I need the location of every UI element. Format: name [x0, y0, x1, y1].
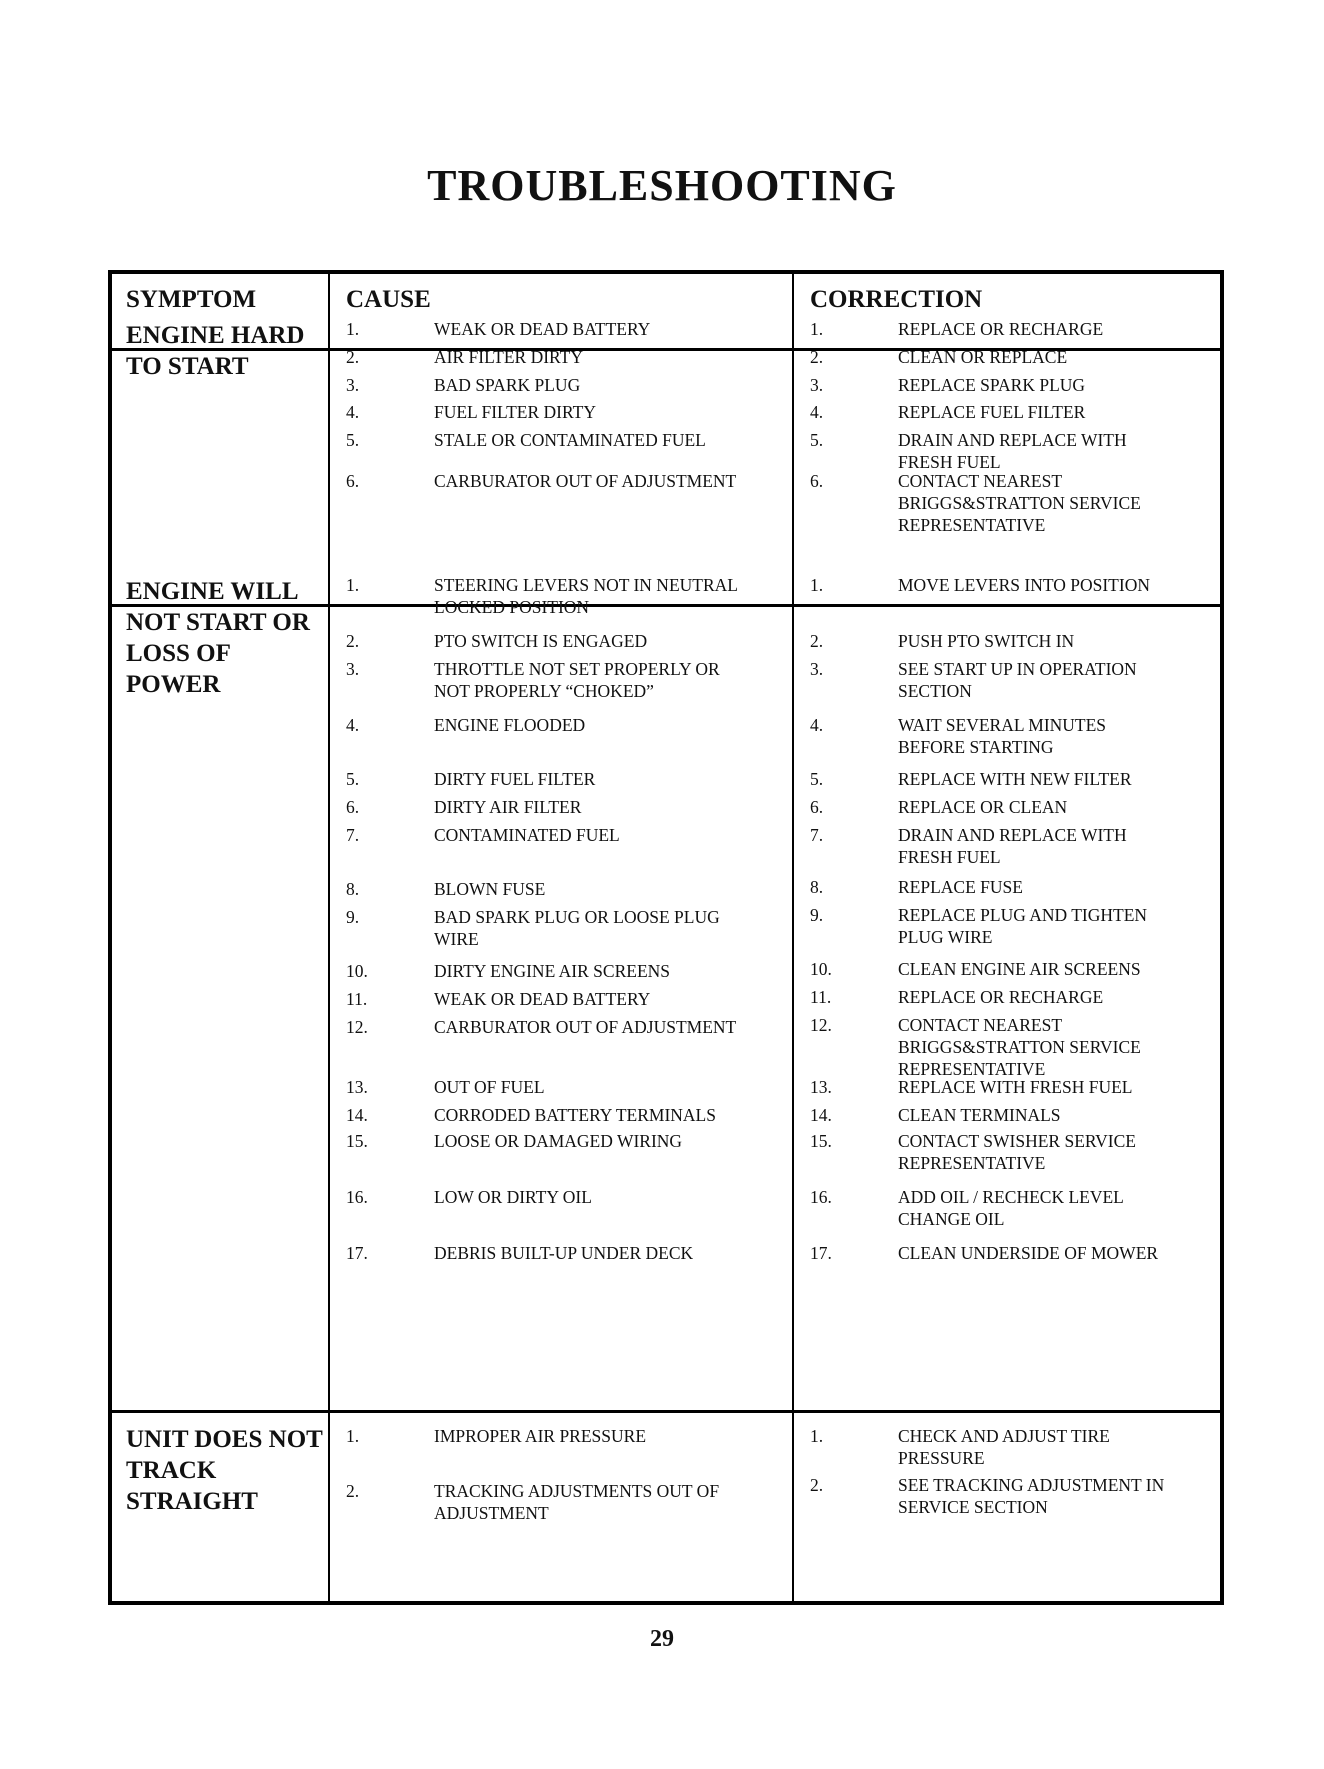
correction-number: 2. — [810, 1475, 824, 1495]
correction-text: REPRESENTATIVE — [898, 515, 1046, 535]
correction-text: DRAIN AND REPLACE WITH — [898, 430, 1127, 450]
cause-number: 6. — [346, 797, 360, 817]
correction-text: CHANGE OIL — [898, 1209, 1005, 1229]
cause-number: 17. — [346, 1243, 368, 1263]
correction-text: REPLACE WITH FRESH FUEL — [898, 1077, 1133, 1097]
cause-number: 3. — [346, 659, 360, 679]
troubleshooting-table — [108, 270, 1224, 1605]
cause-number: 4. — [346, 715, 360, 735]
correction-text: REPLACE PLUG AND TIGHTEN — [898, 905, 1148, 925]
cause-number: 13. — [346, 1077, 368, 1097]
cause-number: 1. — [346, 319, 360, 339]
cause-text: DIRTY AIR FILTER — [434, 797, 582, 817]
correction-number: 1. — [810, 1426, 824, 1446]
cause-number: 16. — [346, 1187, 368, 1207]
correction-number: 4. — [810, 715, 824, 735]
cause-number: 14. — [346, 1105, 368, 1125]
header-symptom: SYMPTOM — [126, 286, 257, 313]
correction-text: REPLACE OR RECHARGE — [898, 987, 1104, 1007]
correction-text: CLEAN UNDERSIDE OF MOWER — [898, 1243, 1159, 1263]
correction-text: CLEAN OR REPLACE — [898, 347, 1068, 367]
correction-number: 17. — [810, 1243, 832, 1263]
cause-text: WIRE — [434, 929, 479, 949]
cause-text: LOCKED POSITION — [434, 597, 590, 617]
symptom-label: UNIT DOES NOT TRACK STRAIGHT — [126, 1426, 323, 1515]
correction-number: 3. — [810, 659, 824, 679]
cause-text: CARBURATOR OUT OF ADJUSTMENT — [434, 471, 737, 491]
cause-text: DIRTY ENGINE AIR SCREENS — [434, 961, 671, 981]
correction-text: ADD OIL / RECHECK LEVEL — [898, 1187, 1124, 1207]
cause-text: OUT OF FUEL — [434, 1077, 545, 1097]
correction-text: REPRESENTATIVE — [898, 1153, 1046, 1173]
cause-number: 1. — [346, 1426, 360, 1446]
cause-text: CONTAMINATED FUEL — [434, 825, 620, 845]
header-correction: CORRECTION — [810, 286, 983, 313]
correction-number: 7. — [810, 825, 824, 845]
cause-text: DEBRIS BUILT-UP UNDER DECK — [434, 1243, 694, 1263]
correction-number: 1. — [810, 575, 824, 595]
correction-text: REPRESENTATIVE — [898, 1059, 1046, 1079]
correction-text: FRESH FUEL — [898, 847, 1001, 867]
cause-text: TRACKING ADJUSTMENTS OUT OF — [434, 1481, 720, 1501]
cause-number: 12. — [346, 1017, 368, 1037]
correction-text: MOVE LEVERS INTO POSITION — [898, 575, 1150, 595]
cause-number: 1. — [346, 575, 360, 595]
correction-text: CHECK AND ADJUST TIRE — [898, 1426, 1110, 1446]
correction-number: 4. — [810, 402, 824, 422]
correction-number: 2. — [810, 631, 824, 651]
correction-text: REPLACE SPARK PLUG — [898, 375, 1086, 395]
symptom-label: ENGINE WILL NOT START OR LOSS OF POWER — [126, 578, 310, 698]
correction-text: CLEAN TERMINALS — [898, 1105, 1061, 1125]
cause-text: LOOSE OR DAMAGED WIRING — [434, 1131, 683, 1151]
cause-text: DIRTY FUEL FILTER — [434, 769, 596, 789]
cause-number: 2. — [346, 1481, 360, 1501]
cause-number: 15. — [346, 1131, 368, 1151]
correction-text: PUSH PTO SWITCH IN — [898, 631, 1075, 651]
correction-number: 1. — [810, 319, 824, 339]
column-divider — [328, 274, 330, 1601]
correction-number: 13. — [810, 1077, 832, 1097]
correction-text: SERVICE SECTION — [898, 1497, 1048, 1517]
correction-text: REPLACE WITH NEW FILTER — [898, 769, 1132, 789]
correction-text: SEE TRACKING ADJUSTMENT IN — [898, 1475, 1165, 1495]
cause-text: CARBURATOR OUT OF ADJUSTMENT — [434, 1017, 737, 1037]
correction-number: 14. — [810, 1105, 832, 1125]
correction-number: 15. — [810, 1131, 832, 1151]
correction-number: 5. — [810, 769, 824, 789]
correction-text: REPLACE FUEL FILTER — [898, 402, 1086, 422]
column-divider — [792, 274, 794, 1601]
cause-text: IMPROPER AIR PRESSURE — [434, 1426, 647, 1446]
correction-text: CONTACT SWISHER SERVICE — [898, 1131, 1137, 1151]
correction-number: 2. — [810, 347, 824, 367]
correction-number: 8. — [810, 877, 824, 897]
cause-number: 2. — [346, 347, 360, 367]
cause-number: 5. — [346, 430, 360, 450]
cause-text: BAD SPARK PLUG — [434, 375, 581, 395]
page-title: TROUBLESHOOTING — [427, 161, 897, 210]
correction-text: DRAIN AND REPLACE WITH — [898, 825, 1127, 845]
cause-number: 9. — [346, 907, 360, 927]
correction-text: REPLACE OR RECHARGE — [898, 319, 1104, 339]
cause-text: PTO SWITCH IS ENGAGED — [434, 631, 648, 651]
cause-text: THROTTLE NOT SET PROPERLY OR — [434, 659, 720, 679]
correction-text: PLUG WIRE — [898, 927, 993, 947]
cause-number: 4. — [346, 402, 360, 422]
cause-number: 5. — [346, 769, 360, 789]
cause-number: 3. — [346, 375, 360, 395]
cause-text: NOT PROPERLY “CHOKED” — [434, 681, 654, 701]
cause-text: BLOWN FUSE — [434, 879, 546, 899]
correction-text: WAIT SEVERAL MINUTES — [898, 715, 1107, 735]
correction-text: CONTACT NEAREST — [898, 1015, 1063, 1035]
cause-text: WEAK OR DEAD BATTERY — [434, 319, 651, 339]
correction-text: REPLACE FUSE — [898, 877, 1023, 897]
correction-number: 11. — [810, 987, 832, 1007]
cause-text: ENGINE FLOODED — [434, 715, 586, 735]
cause-text: STEERING LEVERS NOT IN NEUTRAL — [434, 575, 738, 595]
correction-number: 6. — [810, 797, 824, 817]
cause-number: 2. — [346, 631, 360, 651]
correction-number: 16. — [810, 1187, 832, 1207]
correction-number: 12. — [810, 1015, 832, 1035]
cause-number: 11. — [346, 989, 368, 1009]
cause-text: LOW OR DIRTY OIL — [434, 1187, 592, 1207]
correction-number: 6. — [810, 471, 824, 491]
correction-text: CLEAN ENGINE AIR SCREENS — [898, 959, 1141, 979]
cause-text: FUEL FILTER DIRTY — [434, 402, 596, 422]
correction-text: CONTACT NEAREST — [898, 471, 1063, 491]
cause-number: 7. — [346, 825, 360, 845]
correction-text: BRIGGS&STRATTON SERVICE — [898, 493, 1141, 513]
cause-text: BAD SPARK PLUG OR LOOSE PLUG — [434, 907, 720, 927]
correction-text: SECTION — [898, 681, 972, 701]
correction-number: 10. — [810, 959, 832, 979]
correction-number: 3. — [810, 375, 824, 395]
header-cause: CAUSE — [346, 286, 431, 313]
cause-text: AIR FILTER DIRTY — [434, 347, 583, 367]
correction-text: REPLACE OR CLEAN — [898, 797, 1068, 817]
correction-text: BRIGGS&STRATTON SERVICE — [898, 1037, 1141, 1057]
row-divider — [112, 1410, 1220, 1413]
correction-number: 9. — [810, 905, 824, 925]
correction-text: SEE START UP IN OPERATION — [898, 659, 1137, 679]
cause-number: 10. — [346, 961, 368, 981]
cause-text: STALE OR CONTAMINATED FUEL — [434, 430, 706, 450]
correction-text: FRESH FUEL — [898, 452, 1001, 472]
cause-text: WEAK OR DEAD BATTERY — [434, 989, 651, 1009]
correction-text: PRESSURE — [898, 1448, 985, 1468]
correction-text: BEFORE STARTING — [898, 737, 1054, 757]
symptom-label: ENGINE HARD TO START — [126, 322, 305, 380]
cause-text: CORRODED BATTERY TERMINALS — [434, 1105, 716, 1125]
cause-number: 8. — [346, 879, 360, 899]
page-number: 29 — [650, 1626, 674, 1652]
cause-number: 6. — [346, 471, 360, 491]
correction-number: 5. — [810, 430, 824, 450]
cause-text: ADJUSTMENT — [434, 1503, 549, 1523]
